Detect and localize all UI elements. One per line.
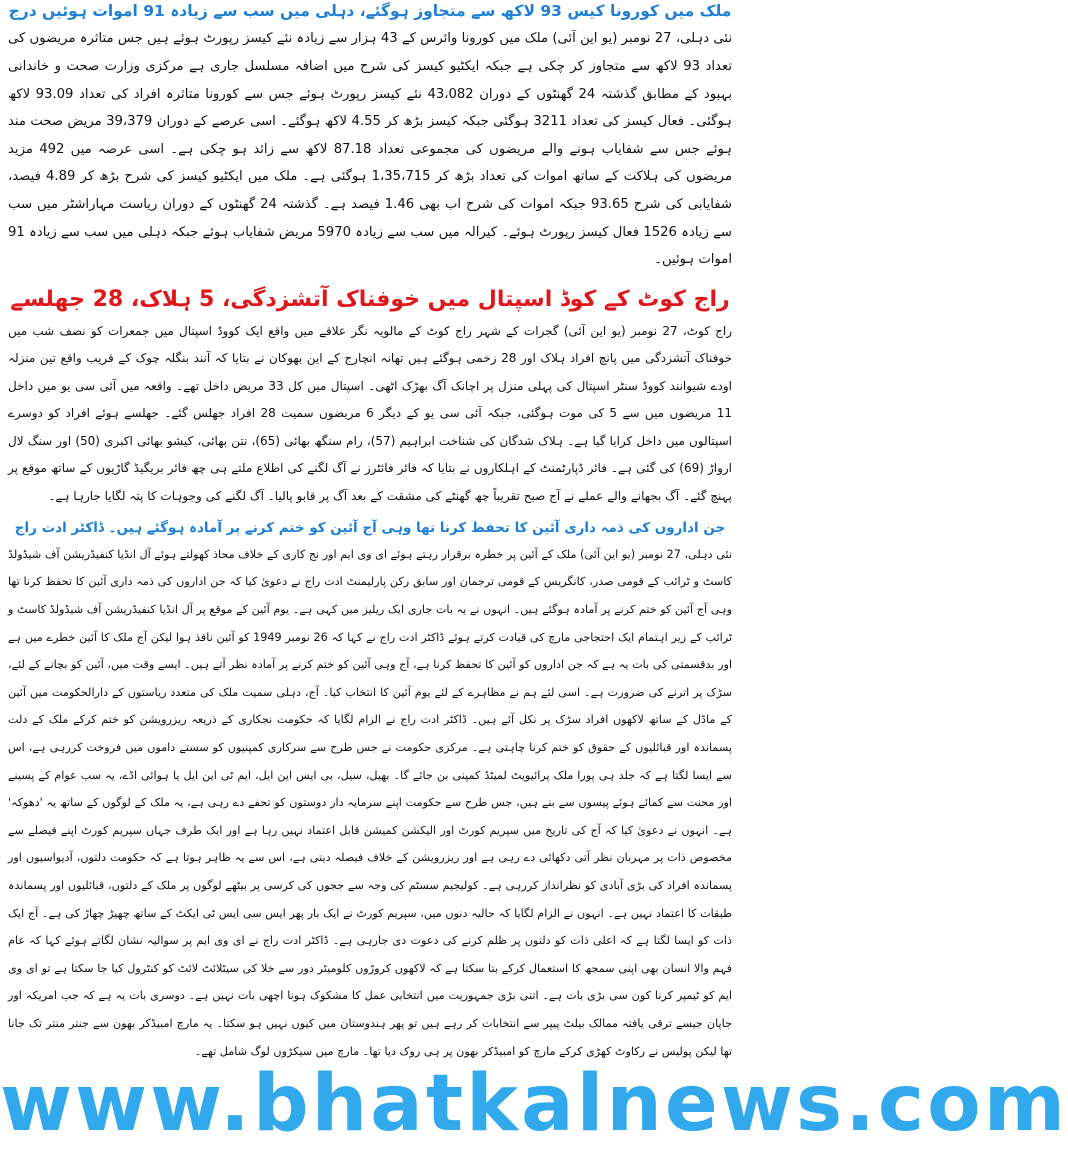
headline-rajkot-fire: راج کوٹ کے کوڈ اسپتال میں خوفناک آتشزدگی، 5 ہلاک، 28 جھلسے: [10, 287, 730, 312]
article-body-rajkot-fire: راج کوٹ، 27 نومبر (یو این آئی) گجرات کے شہر راج کوٹ کے مالویہ نگر علاقے میں واقع ایک کووڈ اسپتال میں جمعرات کو نصف شب میں خوفناک آتشزدگی میں پانچ افراد ہلاک اور 28 زخمی ہوگئے ہیں تھانہ انچارج کے این بھوکان نے بتایا کہ آنند بنگلہ چوک کے قریب واقع تین منزلہ اودے شیوانند کووڈ سنٹر اسپتال کی پہلی منزل پر اچانک آگ بھڑک اٹھی۔ اسپتال میں کل 33 مریض داخل تھے۔ واقعہ میں آئی سی یو میں داخل 11 مریضوں میں سے 5 کی موت ہوگئی، جبکہ آئی سی یو کے دیگر 6 مریضوں سمیت 28 افراد جھلس گئے۔ جھلسے ہوئے افراد کو دوسرے اسپتالوں میں داخل کرایا گیا ہے۔ ہلاک شدگان کی شناخت ابراہیم (57)، رام سنگھ بھائی (65)، نتن بھائی، کیشو بھائی اکبری (50) اور سنگ لال ارواڑ (69) کی گئی ہے۔ فائر ڈپارٹمنٹ کے اہلکاروں نے بتایا کہ فائر فائٹرز نے آگ لگنے کی اطلاع ملتے ہی چھ فائر بریگیڈ گاڑیوں کے ساتھ موقع پر پہنچ گئے۔ آگ بجھانے والے عملے نے آج صبح تقریباً چھ گھنٹے کی مشقت کے بعد آگ پر قابو پالیا۔ آگ لگنے کی وجوہات کا پتہ لگایا جارہا ہے۔: [8, 323, 733, 504]
article-body-udit-raj: نئی دہلی، 27 نومبر (یو این آئی) ملک کے آئین پر خطرہ برقرار رہتے ہوئے ای وی ایم اور نج کاری کے خلاف محاذ کھولتے ہوئے آل انڈیا کنفیڈریشن آف شیڈولڈ کاسٹ و ٹرائب کے قومی صدر، کانگریس کے قومی ترجمان اور سابق رکن پارلیمنٹ ادت راج نے دعویٰ کیا کہ جن اداروں کی ذمہ داری آئین کا تحفظ کرنا تھا وہی آج آئین کو ختم کرنے پر آمادہ ہوگئے ہیں۔ انہوں نے یہ بات جاری ایک ریلیز میں کہی ہے۔ یوم آئین کے موقع پر آل انڈیا کنفیڈریشن آف شیڈولڈ کاسٹ و ٹرائب کے زیر اہتمام ایک احتجاجی مارچ کی قیادت کرتے ہوئے ڈاکٹر ادت راج نے کہا کہ 26 نومبر 1949 کو آئین نافذ ہوا لیکن آج ملک کا آئین خطرے میں ہے اور بدقسمتی کی بات یہ ہے کہ جن اداروں کو آئین کا تحفظ کرنا ہے، آج وہی آئین کو ختم کرنے پر آمادہ نظر آتے ہیں۔ ایسے وقت میں، آئین کو بچانے کے لئے، سڑک پر اترنے کی ضرورت ہے۔ اسی لئے ہم نے مظاہرے کے لئے یوم آئین کا انتخاب کیا۔ آج، دہلی سمیت ملک کی متعدد ریاستوں کے دارالحکومت میں آئین کے ماڈل کے ساتھ لاکھوں افراد سڑک پر نکل آئے ہیں۔ ڈاکٹر ادت راج نے الزام لگایا کہ حکومت نجکاری کے ذریعہ ریزرویشن کو ختم کرکے ملک کے دلت پسماندہ اور قبائلیوں کے حقوق کو ختم کرنا چاہتی ہے۔ مرکزی حکومت نے جس طرح سے سرکاری کمپنیوں کو سستے داموں میں فروخت کررہی ہے، اس سے ایسا لگتا ہے کہ جلد ہی پورا ملک پرائیویٹ لمیٹڈ کمپنی بن جائے گا۔ بھیل، سیل، بی ایس این ایل، ایم ٹی این ایل یا ہوائی اڈے، یہ سب عوام کے پسینے اور محنت سے کمائے ہوئے پیسوں سے بنے ہیں، جس طرح سے حکومت اپنے سرمایہ دار دوستوں کو تحفے دے رہی ہے، یہ ملک کے لوگوں کے ساتھ یہ 'دھوکہ' ہے۔ انہوں نے دعویٰ کیا کہ آج کی تاریخ میں سپریم کورٹ اور الیکشن کمیشن قابل اعتماد نہیں رہا ہے اور ایک طرف جہاں سپریم کورٹ اپنے فیصلے سے مخصوص ذات پر مہربان نظر آتی دکھائی دے رہی ہے اور ریزرویشن کے خلاف فیصلہ دیتی ہے، اس سے یہ ظاہر ہوتا ہے کہ حکومت دلتوں، آدیواسیوں اور پسماندہ افراد کی بڑی آبادی کو نظرانداز کررہی ہے۔ کولیجیم سسٹم کی وجہ سے ججوں کی کرسی پر بیٹھے لوگوں پر ملک کے دلتوں، قبائلیوں اور پسماندہ طبقات کا اعتماد نہیں ہے۔ انہوں نے الزام لگایا کہ حالیہ دنوں میں، سپریم کورٹ نے ایک بار پھر ایس سی ایس ٹی ایکٹ کے ساتھ چھیڑ چھاڑ کی ہے۔ آج ایک ذات کو ایسا لگتا ہے کہ اعلی ذات کو دلتوں پر ظلم کرنے کی دعوت دی جارہی ہے۔ ڈاکٹر ادت راج نے ای وی ایم پر سوالیہ نشان لگاتے ہوئے کہا کہ عام فہم والا انسان بھی اپنی سمجھ کا استعمال کرکے بتا سکتا ہے کہ لاکھوں کروڑوں کلومیٹر دور سے خلا کی سیٹلائٹ لائٹ کو کنٹرول کیا جا سکتا ہے تو ای وی ایم کو ٹیمپر کرنا کون سی بڑی بات ہے۔ اتنی بڑی جمہوریت میں انتخابی عمل کا مشکوک ہونا اچھی بات نہیں ہے۔ دوسری بات یہ ہے کہ جب امریکہ اور جاپان جیسے ترقی یافتہ ممالک بیلٹ پیپر سے انتخابات کر رہے ہیں تو پھر ہندوستان میں کیوں نہیں ہو سکتا۔ یہ مارچ امبیڈکر بھون سے جنتر منتر تک جانا تھا لیکن پولیس نے رکاوٹ کھڑی کرکے مارچ کو امبیڈکر بھون پر ہی روک دیا تھا۔ مارچ میں سیکڑوں لوگ شامل تھے۔: [8, 547, 733, 1058]
article-udit-raj: [8, 520, 732, 1068]
site-watermark: www.bhatkalnews.com: [0, 1059, 1068, 1149]
article-rajkot-fire: [8, 286, 732, 510]
article-body-covid-cases: نئی دہلی، 27 نومبر (یو این آئی) ملک میں کورونا وائرس کے 43 ہزار سے زیادہ نئے کیسز رپورٹ ہوئے ہیں جس متاثرہ مریضوں کی تعداد 93 لاکھ سے متجاوز کر چکی ہے جبکہ ایکٹیو کیسز کی شرح میں اضافہ مسلسل جاری ہے مرکزی وزارت صحت و خاندانی بہبود کے مطابق گذشتہ 24 گھنٹوں کے دوران 43،082 نئے کیسز رپورٹ ہوئے جس سے کورونا متاثرہ افراد کی تعداد 93.09 لاکھ ہوگئی۔ فعال کیسز کی تعداد 3211 ہوگئی جبکہ کیسز بڑھ کر 4.55 لاکھ ہوگئے۔ اسی عرصے کے دوران 39،379 مریض صحت مند ہوئے جس سے شفایاب ہونے والے مریضوں کی مجموعی تعداد 87.18 لاکھ سے زائد ہو چکی ہے۔ اسی عرصہ میں 492 مزید مریضوں کی ہلاکت کے ساتھ اموات کی تعداد بڑھ کر 1،35،715 ہوگئی ہے۔ ملک میں ایکٹیو کیسز کی شرح بڑھ کر 4.89 فیصد، شفایابی کی شرح 93.65 جبکہ اموات کی شرح اب بھی 1.46 فیصد ہے۔ گذشتہ 24 گھنٹوں کے دوران ریاست مہاراشٹر میں سب سے زیادہ 1526 فعال کیسز رپورٹ ہوئے۔ کیرالہ میں سب سے زیادہ 5970 مریض شفایاب ہوئے جبکہ دہلی میں سب سے زیادہ 91 اموات ہوئیں۔: [8, 31, 733, 268]
article-covid-cases: [8, 2, 732, 273]
headline-covid-cases: ملک میں کورونا کیس 93 لاکھ سے متجاوز ہوگئے، دہلی میں سب سے زیادہ 91 اموات ہوئیں درج: [8, 2, 732, 20]
headline-udit-raj: جن اداروں کی ذمہ داری آئین کا تحفظ کرنا تھا وہی آج آئین کو ختم کرنے پر آمادہ ہوگئے ہیں۔ ڈاکٹر ادت راج: [14, 520, 726, 536]
